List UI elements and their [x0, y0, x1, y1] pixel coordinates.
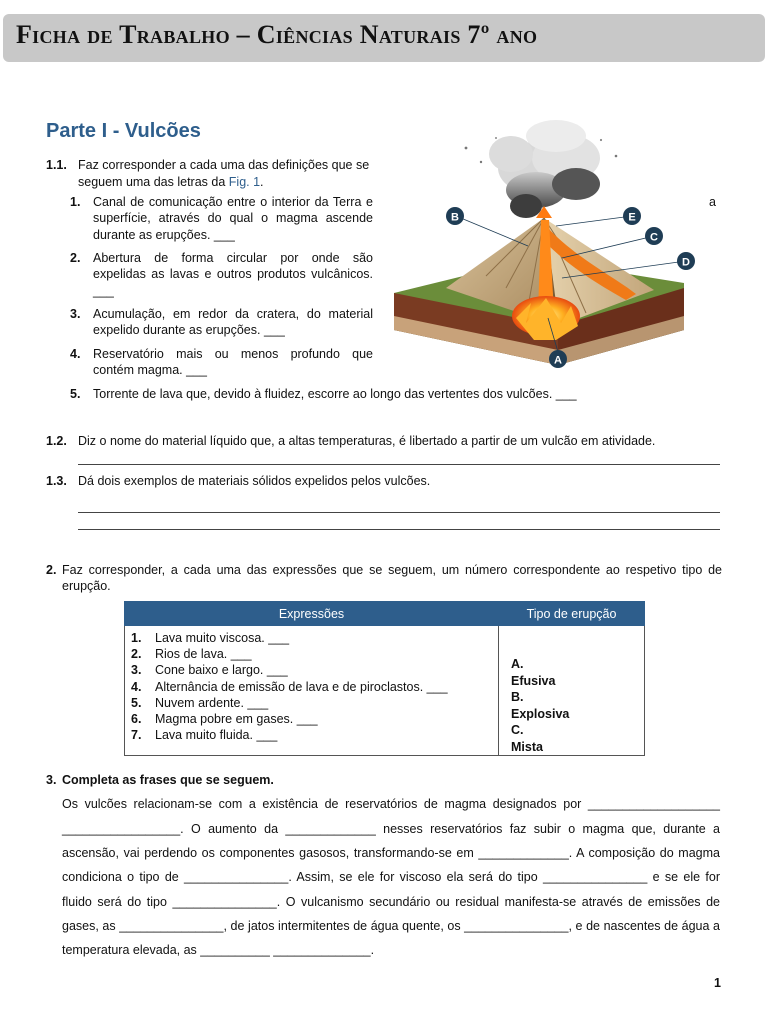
- item-text: ___: [93, 284, 114, 298]
- fill-in-line: fluido será do tipo _______________. O vulcanismo secundário ou residual manifesta-se através de emissões de: [62, 895, 720, 909]
- question-number: 3.: [46, 773, 57, 787]
- label-d-marker: [677, 252, 695, 270]
- question-text: Completa as frases que se seguem.: [62, 773, 274, 787]
- worksheet-title: Ficha de Trabalho – Ciências Naturais 7º ano: [16, 20, 538, 49]
- types-cell: [499, 626, 645, 756]
- item-number: 2.: [70, 251, 81, 265]
- eruption-table: [124, 601, 645, 756]
- volcano-diagram: [386, 118, 701, 373]
- label-c: C: [650, 231, 658, 244]
- item-text: expelidas as lavas e outros produtos vulcânicos.: [93, 267, 373, 281]
- question-text: Faz corresponder a cada uma das definições que se: [78, 158, 370, 172]
- label-b: B: [451, 211, 459, 224]
- label-c-marker: [645, 227, 663, 245]
- question-text: Faz corresponder, a cada uma das expressões que se seguem, um número correspondente ao respetivo tipo de: [62, 563, 722, 577]
- type-letter: C.: [511, 723, 524, 737]
- expressions-cell: [125, 626, 499, 756]
- item-text: durante as erupções. ___: [93, 228, 235, 242]
- list-item: 7. Lava muito fluida. ___: [131, 728, 278, 743]
- column-header: Expressões: [125, 602, 499, 626]
- fill-in-line: temperatura elevada, as __________ ______________.: [62, 943, 375, 957]
- type-letter: A.: [511, 657, 524, 671]
- label-d: D: [682, 256, 690, 269]
- question-text: seguem uma das letras da Fig. 1.: [78, 175, 264, 189]
- fill-in-line: condiciona o tipo de _______________. Assim, se ele for viscoso ela será do tipo _______________ e se ele for: [62, 870, 720, 884]
- page-number: 1: [714, 976, 721, 990]
- item-text: Acumulação, em redor da cratera, do material: [93, 307, 373, 321]
- column-header: Tipo de erupção: [499, 602, 645, 626]
- fill-in-line: _________________. O aumento da _____________ nesses reservatórios faz subir o magma que, durante a: [62, 822, 720, 836]
- question-number: 1.2.: [46, 434, 67, 448]
- type-name: Explosiva: [511, 706, 570, 721]
- figure-reference: Fig. 1: [228, 175, 261, 189]
- fill-in-line: ascensão, vai perdendo os componentes gasosos, transformando-se em _____________. A composição do magma: [62, 846, 720, 860]
- answer-line[interactable]: [78, 512, 720, 513]
- list-item: 1. Lava muito viscosa. ___: [131, 631, 290, 645]
- part-title: Parte I - Vulcões: [46, 120, 201, 142]
- item-number: 4.: [70, 347, 81, 361]
- question-text: erupção.: [62, 579, 111, 593]
- item-text: superfície, através do qual o magma ascende: [93, 211, 373, 225]
- type-letter: B.: [511, 690, 524, 704]
- list-item: 2. Rios de lava. ___: [131, 647, 252, 662]
- item-text: a: [709, 195, 716, 209]
- ash-cloud: [465, 120, 618, 218]
- list-item: 3. Cone baixo e largo. ___: [131, 663, 288, 678]
- type-name: Efusiva: [511, 673, 556, 688]
- item-number: 3.: [70, 307, 81, 321]
- list-item: 4. Alternância de emissão de lava e de piroclastos. ___: [131, 679, 448, 694]
- answer-line[interactable]: [78, 464, 720, 465]
- item-number: 1.: [70, 195, 81, 209]
- item-text: Reservatório mais ou menos profundo que: [93, 347, 373, 361]
- fill-in-line: Os vulcões relacionam-se com a existência de reservatórios de magma designados por ___________________: [62, 797, 720, 811]
- item-text: Torrente de lava que, devido à fluidez, escorre ao longo das vertentes dos vulcões. ___: [93, 387, 577, 401]
- type-name: Mista: [511, 739, 543, 754]
- item-text: contém magma. ___: [93, 363, 207, 377]
- label-e: E: [628, 211, 636, 224]
- item-text: Canal de comunicação entre o interior da Terra e: [93, 195, 373, 209]
- item-number: 5.: [70, 387, 81, 401]
- fill-in-line: gases, as _______________, de jatos intermitentes de água quente, os _______________, e de nascentes de água a: [62, 919, 720, 933]
- item-text: Abertura de forma circular por onde são: [93, 251, 373, 265]
- question-text: Dá dois exemplos de materiais sólidos expelidos pelos vulcões.: [78, 474, 431, 488]
- answer-line[interactable]: [78, 529, 720, 530]
- label-a: A: [554, 354, 562, 367]
- label-e-marker: [623, 207, 641, 225]
- item-text: expelido durante as erupções. ___: [93, 323, 285, 337]
- question-number: 1.1.: [46, 158, 67, 172]
- question-number: 2.: [46, 563, 57, 577]
- label-b-marker: [446, 207, 464, 225]
- list-item: 5. Nuvem ardente. ___: [131, 695, 269, 710]
- list-item: 6. Magma pobre em gases. ___: [131, 712, 318, 727]
- question-number: 1.3.: [46, 474, 67, 488]
- question-text: Diz o nome do material líquido que, a altas temperaturas, é libertado a partir de um vulcão em atividade.: [78, 434, 656, 448]
- label-a-marker: [549, 350, 567, 368]
